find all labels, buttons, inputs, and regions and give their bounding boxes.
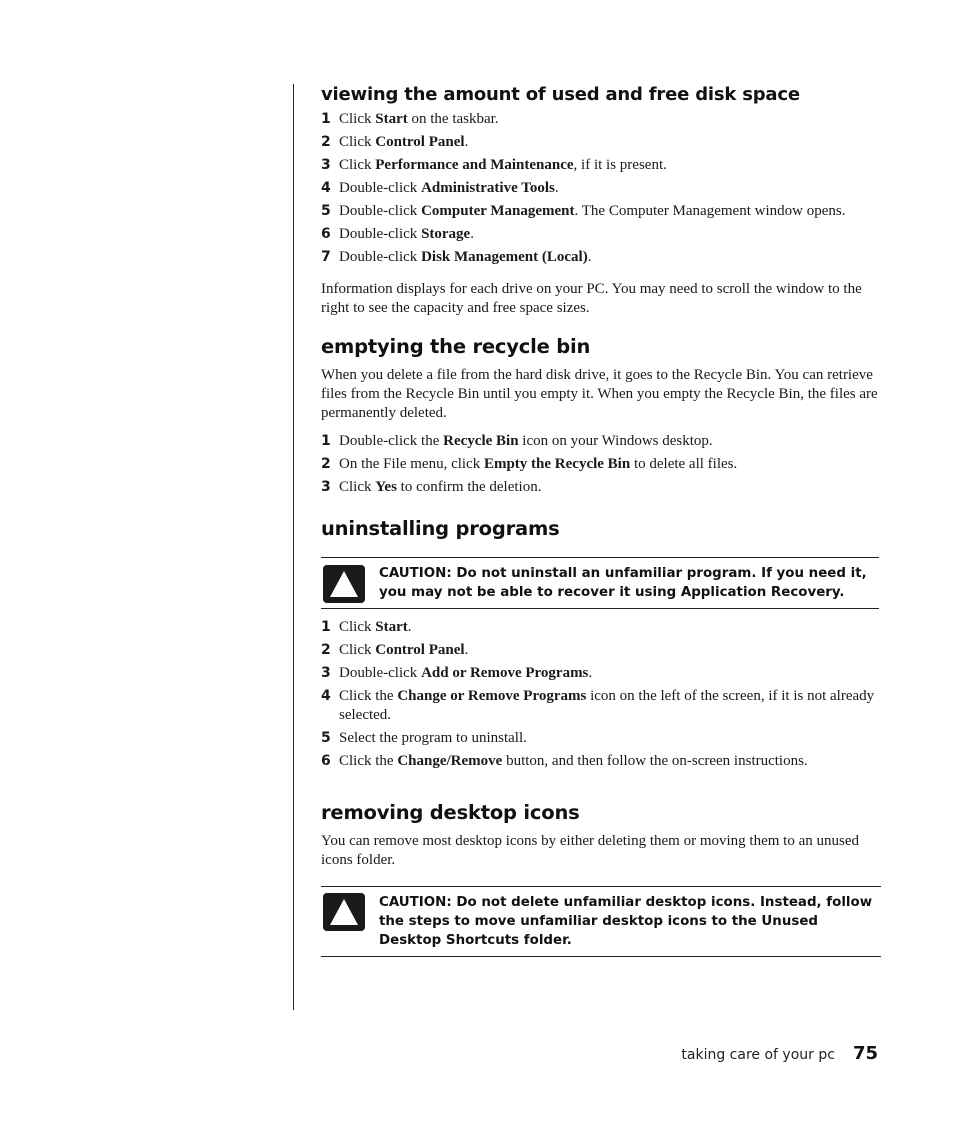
section-desktop-icons (321, 801, 881, 957)
heading-recycle-bin: emptying the recycle bin (321, 335, 591, 358)
step-text: Click the (339, 753, 398, 769)
step-text-end: . (464, 642, 469, 658)
step-text-end: . (588, 665, 593, 681)
step-item (321, 687, 881, 725)
step-text: Double-click the (339, 433, 444, 449)
page-number: 75 (852, 1043, 878, 1064)
step-text: Click (339, 619, 376, 635)
step-text-end: to delete all files. (630, 456, 738, 472)
step-text: Click (339, 642, 376, 658)
page-content (321, 84, 881, 957)
step-number: 3 (321, 479, 331, 495)
step-number: 7 (321, 249, 331, 265)
step-text-end: on the taskbar. (407, 111, 499, 127)
step-item (321, 641, 881, 660)
step-text-end: button, and then follow the on-screen instructions. (502, 753, 808, 769)
step-ui-term: Change or Remove Programs (397, 688, 587, 704)
step-ui-term: Computer Management (421, 203, 575, 219)
step-number: 1 (321, 111, 331, 127)
step-ui-term: Empty the Recycle Bin (483, 456, 631, 472)
step-item (321, 432, 881, 451)
step-text-end: . (407, 619, 412, 635)
step-number: 2 (321, 642, 331, 658)
step-item (321, 455, 881, 474)
step-ui-term: Start (375, 111, 408, 127)
step-number: 3 (321, 665, 331, 681)
step-number: 2 (321, 456, 331, 472)
step-ui-term: Change/Remove (397, 753, 503, 769)
step-item (321, 752, 881, 771)
step-text-end: icon on your Windows desktop. (518, 433, 713, 449)
step-ui-term: Add or Remove Programs (421, 665, 589, 681)
caution-text-desktop-icons: CAUTION: Do not delete unfamiliar desktop icons. Instead, follow the steps to move unfamiliar desktop icons to the Unused Desktop Shortcuts folder. (379, 895, 873, 948)
warning-icon (323, 893, 365, 931)
page-footer (681, 1043, 878, 1064)
step-item (321, 202, 881, 221)
step-text-end: . (470, 226, 474, 242)
step-ui-term: Yes (375, 479, 397, 495)
step-number: 2 (321, 134, 331, 150)
paragraph-desktop-icons-intro: You can remove most desktop icons by either deleting them or moving them to an unused icons folder. (321, 833, 859, 868)
step-text: Double-click (339, 249, 422, 265)
step-text: Click (339, 479, 376, 495)
warning-triangle-icon (323, 565, 365, 603)
step-ui-term: Administrative Tools (421, 180, 555, 196)
step-text: Click the (339, 688, 398, 704)
step-text-end: . (587, 249, 592, 265)
steps-recycle-bin (321, 432, 881, 497)
step-item (321, 179, 881, 198)
warning-icon (323, 565, 365, 603)
paragraph-disk-space-note: Information displays for each drive on your PC. You may need to scroll the window to the right to see the capacity and free space sizes. (321, 281, 862, 316)
step-number: 4 (321, 688, 331, 704)
step-text-end: . (554, 180, 559, 196)
section-recycle-bin (321, 335, 881, 497)
step-item (321, 664, 881, 683)
step-item (321, 618, 881, 637)
step-text: Double-click (339, 665, 422, 681)
footer-chapter-title: taking care of your pc (681, 1047, 835, 1063)
step-ui-term: Control Panel (375, 642, 465, 658)
step-item (321, 729, 881, 748)
step-text: On the File menu, click (339, 456, 484, 472)
step-text-end: . The Computer Management window opens. (574, 203, 846, 219)
warning-triangle-icon (323, 893, 365, 931)
step-number: 4 (321, 180, 331, 196)
paragraph-recycle-bin-intro: When you delete a file from the hard disk drive, it goes to the Recycle Bin. You can retrieve files from the Recycle Bin until you empty it. When you empty the Recycle Bin, the files are permanently deleted. (321, 367, 878, 421)
step-text: Double-click (339, 180, 422, 196)
step-text: Click (339, 157, 376, 173)
step-ui-term: Disk Management (Local) (421, 249, 588, 265)
step-item (321, 225, 881, 244)
step-ui-term: Performance and Maintenance (375, 157, 574, 173)
step-text-end: icon on the left of the screen, if it is not already selected. (339, 688, 875, 723)
caution-box-uninstall (321, 557, 879, 609)
step-ui-term: Control Panel (375, 134, 465, 150)
step-text-end: to confirm the deletion. (396, 479, 542, 495)
step-number: 5 (321, 203, 331, 219)
step-number: 1 (321, 619, 331, 635)
step-text-end: . (464, 134, 469, 150)
step-number: 1 (321, 433, 331, 449)
caution-box-desktop-icons (321, 886, 881, 957)
step-ui-term: Recycle Bin (443, 433, 519, 449)
step-number: 6 (321, 226, 331, 242)
step-item (321, 248, 881, 267)
margin-rule (293, 84, 294, 1010)
steps-uninstall (321, 618, 881, 771)
step-ui-term: Storage (421, 226, 471, 242)
step-text: Double-click (339, 226, 422, 242)
section-uninstall (321, 517, 881, 771)
step-text: Select the program to uninstall. (339, 730, 527, 746)
step-item (321, 110, 881, 129)
step-item (321, 478, 881, 497)
step-text: Double-click (339, 203, 422, 219)
step-number: 3 (321, 157, 331, 173)
heading-uninstall: uninstalling programs (321, 517, 560, 540)
step-text-end: , if it is present. (573, 157, 667, 173)
step-item (321, 156, 881, 175)
heading-desktop-icons: removing desktop icons (321, 801, 580, 824)
steps-disk-space (321, 110, 881, 267)
step-text: Click (339, 111, 376, 127)
section-disk-space (321, 84, 881, 318)
step-text: Click (339, 134, 376, 150)
heading-disk-space: viewing the amount of used and free disk space (321, 84, 800, 105)
step-item (321, 133, 881, 152)
caution-text-uninstall: CAUTION: Do not uninstall an unfamiliar program. If you need it, you may not be able to recover it using Application Recovery. (379, 566, 867, 600)
step-number: 6 (321, 753, 331, 769)
step-number: 5 (321, 730, 331, 746)
step-ui-term: Start (375, 619, 408, 635)
